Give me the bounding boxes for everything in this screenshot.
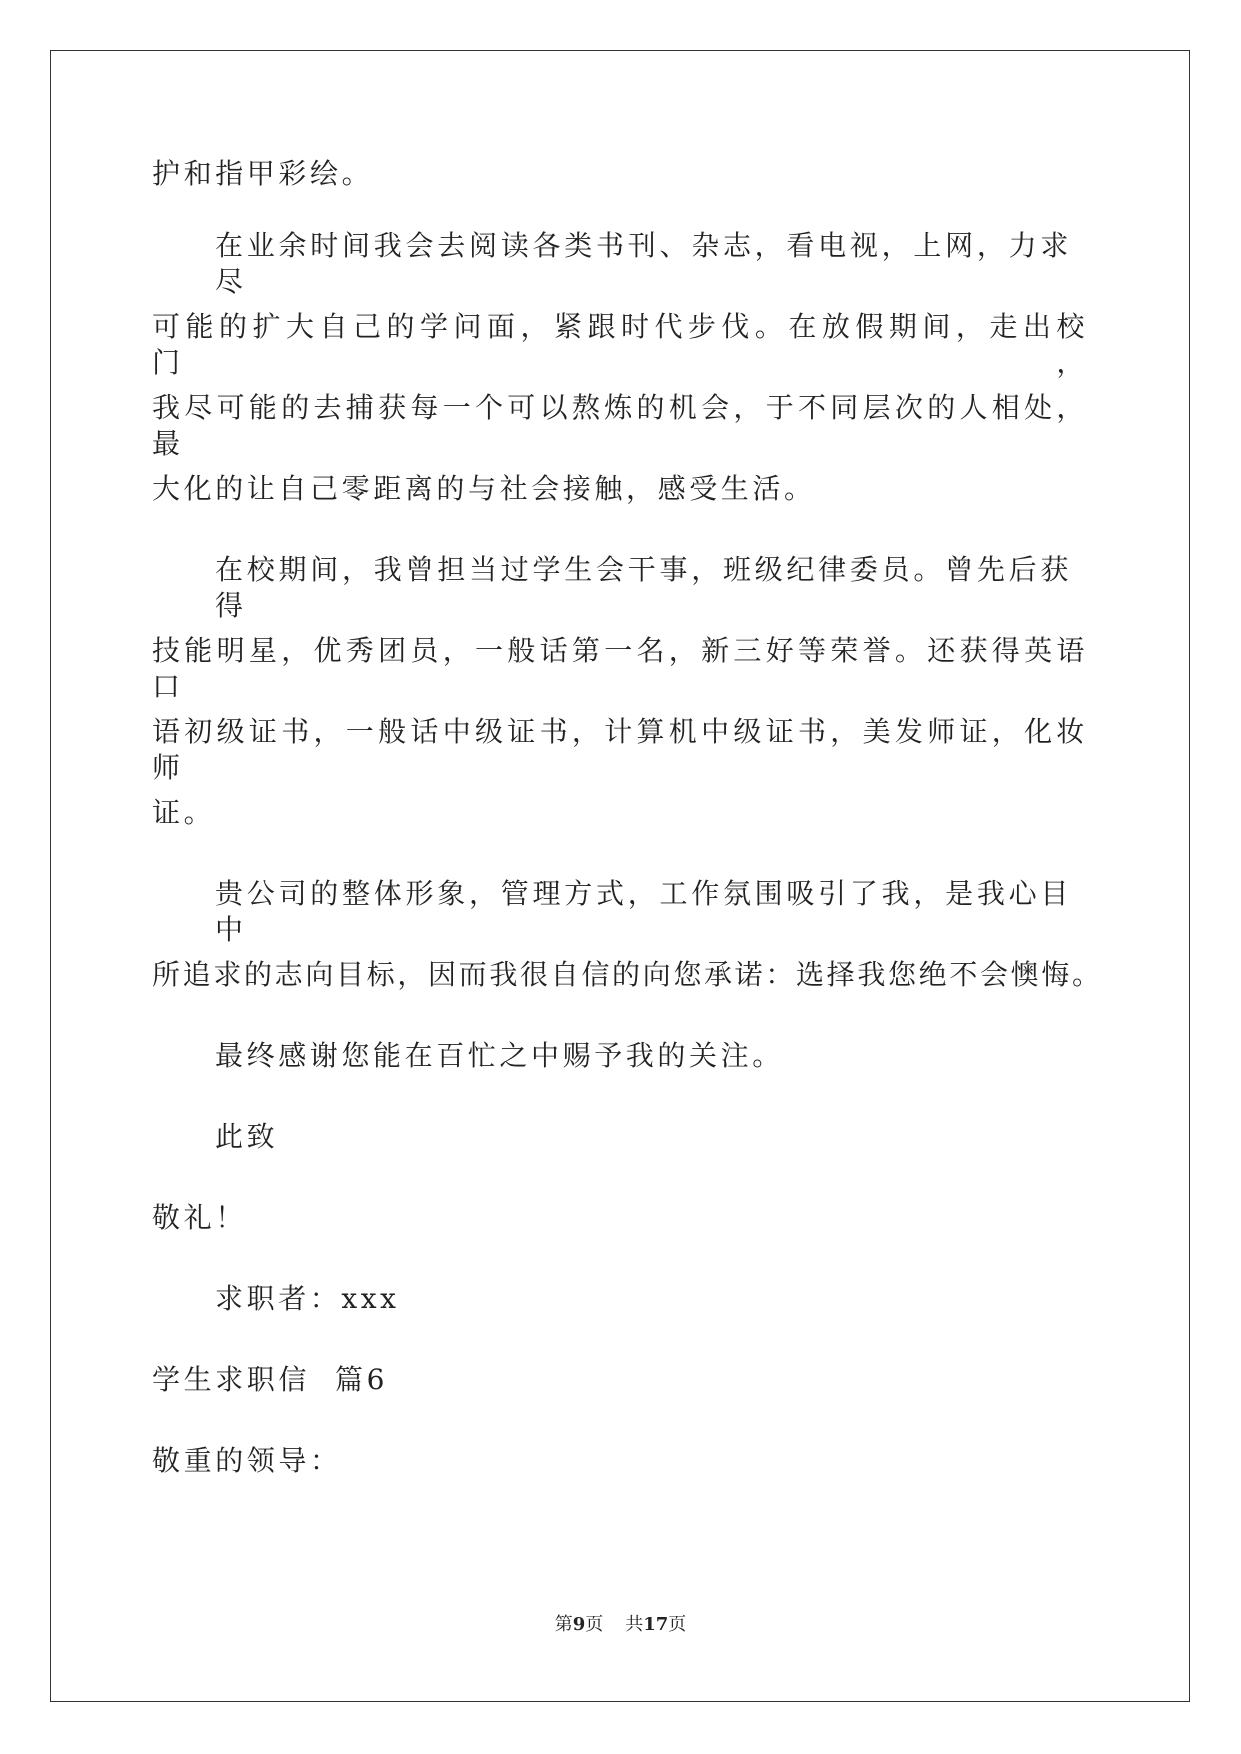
text-line: 在校期间，我曾担当过学生会干事，班级纪律委员。曾先后获得: [215, 553, 1072, 622]
text-line: 贵公司的整体形象，管理方式，工作氛围吸引了我，是我心目中: [215, 877, 1072, 946]
text-line: 我尽可能的去捕获每一个可以熬炼的机会，于不同层次的人相处，最: [152, 391, 1088, 460]
text-line: 在业余时间我会去阅读各类书刊、杂志，看电视，上网，力求尽: [215, 229, 1072, 298]
salutation: 敬重的领导：: [152, 1444, 342, 1477]
page-footer: [0, 1613, 1241, 1637]
text-line: 技能明星，优秀团员，一般话第一名，新三好等荣誉。还获得英语口: [152, 634, 1088, 703]
text-line: 语初级证书，一般话中级证书，计算机中级证书，美发师证，化妆师: [152, 715, 1088, 784]
text-line: 最终感谢您能在百忙之中赐予我的关注。: [215, 1039, 784, 1072]
total-suffix: 页: [668, 1614, 687, 1635]
signature-line: 求职者：xxx: [215, 1282, 400, 1315]
text-line: 可能的扩大自己的学问面，紧跟时代步伐。在放假期间，走出校门，: [152, 310, 1088, 379]
section-heading: 学生求职信 篇6: [152, 1363, 389, 1396]
total-prefix: 共: [625, 1614, 644, 1635]
text-line: 证。: [152, 796, 216, 829]
text-line: 大化的让自己零距离的与社会接触，感受生活。: [152, 472, 816, 505]
page-number: 9: [572, 1614, 586, 1635]
total-pages: 17: [643, 1614, 669, 1635]
text-line: 此致: [215, 1120, 279, 1153]
text-line: 所追求的志向目标，因而我很自信的向您承诺：选择我您绝不会懊悔。: [152, 958, 1102, 991]
text-line: 护和指甲彩绘。: [152, 157, 374, 190]
text-line: 敬礼！: [152, 1201, 247, 1234]
page-prefix: 第: [554, 1614, 573, 1635]
page-suffix: 页: [585, 1614, 604, 1635]
